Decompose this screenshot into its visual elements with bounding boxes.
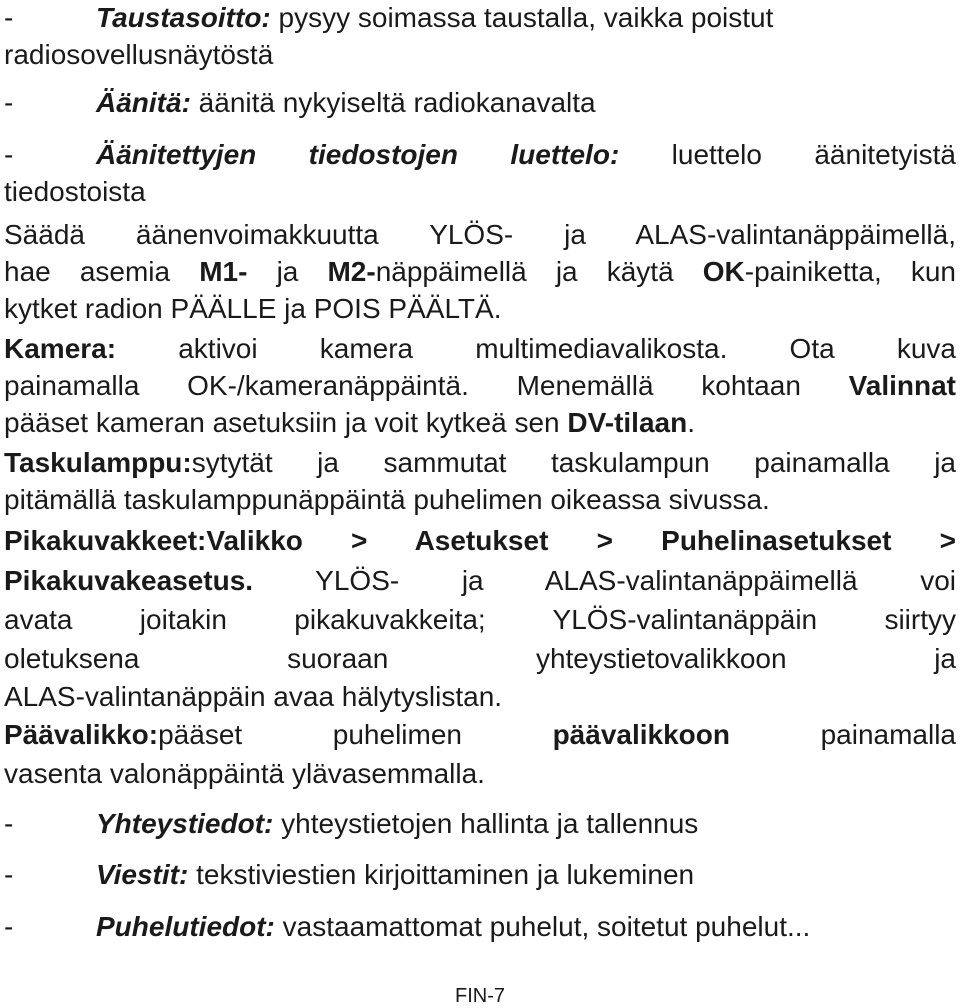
pikakuvakkeet-path: Pikakuvakkeet:Valikko > Asetukset > Puhelinasetukset > [4, 525, 956, 556]
bullet-dash: - [4, 808, 14, 839]
luettelo-desc-cont: tiedostoista [4, 176, 146, 207]
page-number: FIN-7 [455, 985, 505, 1007]
bullet-dash: - [4, 859, 14, 890]
radio-para-text: kytket radion PÄÄLLE ja POIS PÄÄLTÄ. [4, 293, 502, 324]
pikakuvakkeet-line-2 [4, 563, 956, 599]
luettelo-line-1 [4, 137, 956, 173]
kamera-line-3 [4, 405, 956, 441]
taskulamppu-line-1 [4, 445, 956, 481]
luettelo-desc: luettelo äänitetyistä [619, 139, 956, 170]
pikakuvakkeet-line-5 [4, 679, 956, 715]
yhteystiedot-term: Yhteystiedot: [96, 808, 274, 839]
pikakuvakkeet-line-4 [4, 641, 956, 677]
pikakuvakkeet-text: avata joitakin pikakuvakkeita; YLÖS-valintanäppäin siirtyy [4, 604, 956, 635]
paavalikko-line-2 [4, 756, 956, 792]
ok-key-label: OK [702, 256, 745, 287]
yhteystiedot-desc: yhteystietojen hallinta ja tallennus [273, 808, 699, 839]
pikakuvakkeet-text: ALAS-valintanäppäin avaa hälytyslistan. [4, 681, 503, 712]
luettelo-term: Äänitettyjen tiedostojen luettelo: [96, 139, 620, 170]
kamera-term: Kamera: [4, 333, 117, 364]
radio-para-text: ja [247, 256, 328, 287]
puhelutiedot-desc: vastaamattomat puhelut, soitetut puhelut... [274, 911, 811, 942]
taskulamppu-line-2 [4, 482, 956, 518]
taustasoitto-line-2 [4, 37, 956, 73]
aanita-desc: äänitä nykyiseltä radiokanavalta [190, 87, 596, 118]
pikakuvakkeet-text: oletuksena suoraan yhteystietovalikkoon ja [4, 643, 956, 674]
taustasoitto-line-1 [4, 0, 956, 36]
viestit-desc: tekstiviestien kirjoittaminen ja lukeminen [188, 859, 695, 890]
radio-para-line-3 [4, 291, 956, 327]
yhteystiedot-line [4, 806, 956, 842]
viestit-term: Viestit: [96, 859, 189, 890]
kamera-text: pääset kameran asetuksiin ja voit kytkeä sen [4, 407, 568, 438]
puhelutiedot-line [4, 909, 956, 945]
taustasoitto-desc-cont: radiosovellusnäytöstä [4, 39, 274, 70]
aanita-line [4, 85, 956, 121]
radio-para-line-2 [4, 254, 956, 290]
kamera-line-1 [4, 331, 956, 367]
radio-para-text: -painiketta, kun [744, 256, 957, 287]
pikakuvakkeet-line-3 [4, 602, 956, 638]
radio-para-text: näppäimellä ja käytä [375, 256, 703, 287]
taustasoitto-desc: pysyy soimassa taustalla, vaikka poistut [270, 2, 774, 33]
paavalikko-text: painamalla [729, 719, 957, 750]
kamera-line-2 [4, 368, 956, 404]
m1-key-label: M1- [199, 256, 248, 287]
radio-para-text: hae asemia [4, 256, 200, 287]
taskulamppu-term: Taskulamppu: [4, 447, 192, 478]
m2-key-label: M2- [327, 256, 376, 287]
bullet-dash: - [4, 139, 14, 170]
valinnat-label: Valinnat [848, 370, 956, 401]
kamera-text: painamalla OK-/kameranäppäintä. Menemällä kohtaan [4, 370, 849, 401]
paavalikko-term: Päävalikko: [4, 719, 159, 750]
bullet-dash: - [4, 911, 14, 942]
viestit-line [4, 857, 956, 893]
dv-tilaan-label: DV-tilaan [567, 407, 688, 438]
puhelutiedot-term: Puhelutiedot: [96, 911, 275, 942]
taskulamppu-text: pitämällä taskulamppunäppäintä puhelimen oikeassa sivussa. [4, 484, 770, 515]
bullet-dash: - [4, 2, 14, 33]
pikakuvakkeet-line-1 [4, 523, 956, 559]
taskulamppu-text: sytytät ja sammutat taskulampun painamalla ja [191, 447, 956, 478]
paavalikko-text: pääset puhelimen [158, 719, 553, 750]
pikakuvakeasetus-label: Pikakuvakeasetus. [4, 565, 254, 596]
luettelo-line-2 [4, 174, 956, 210]
paavalikkoon-label: päävalikkoon [552, 719, 730, 750]
taustasoitto-term: Taustasoitto: [96, 2, 271, 33]
bullet-dash: - [4, 87, 14, 118]
radio-para-line-1 [4, 217, 956, 253]
paavalikko-text: vasenta valonäppäintä ylävasemmalla. [4, 758, 485, 789]
radio-para-text: Säädä äänenvoimakkuutta YLÖS- ja ALAS-valintanäppäimellä, [4, 219, 956, 250]
kamera-text: . [687, 407, 695, 438]
paavalikko-line-1 [4, 717, 956, 753]
aanita-term: Äänitä: [96, 87, 191, 118]
kamera-text: aktivoi kamera multimediavalikosta. Ota kuva [116, 333, 956, 364]
pikakuvakkeet-text: YLÖS- ja ALAS-valintanäppäimellä voi [253, 565, 956, 596]
